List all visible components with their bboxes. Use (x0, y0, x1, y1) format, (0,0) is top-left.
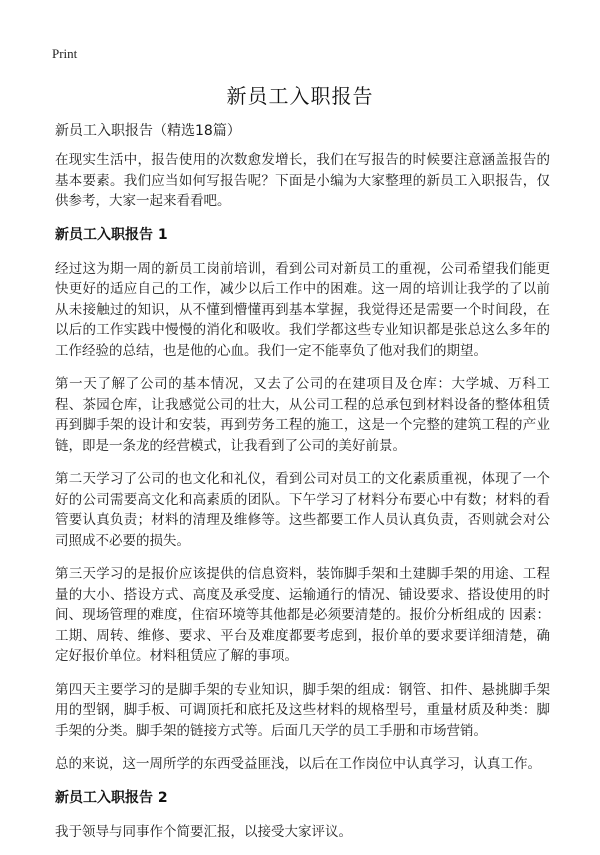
section-1-paragraph: 总的来说，这一周所学的东西受益匪浅，以后在工作岗位中认真学习，认真工作。 (55, 756, 541, 772)
section-1-paragraph: 第四天主要学习的是脚手架的专业知识，脚手架的组成：钢管、扣件、悬挑脚手架用的型钢，脚手板、可调顶托和底托及这些材料的规格型号，重量材质及种类：脚手架的分类。脚手架的链接方式等。后面几天学的员工手册和市场营销。 (55, 681, 550, 739)
section-heading-2: 新员工入职报告 2 (55, 789, 168, 806)
document-subtitle: 新员工入职报告（精选18篇） (55, 123, 241, 139)
print-link[interactable]: Print (52, 46, 78, 61)
section-1-paragraph: 经过这为期一周的新员工岗前培训，看到公司对新员工的重视，公司希望我们能更快更好的适应自己的工作，减少以后工作中的困难。这一周的培训让我学的了以前从未接触过的知识，从不懂到懵懂再到基本掌握，我觉得还是需要一个时间段，在以后的工作实践中慢慢的消化和吸收。我们学都这些专业知识都是张总这么多年的工作经验的总结，也是他的心血。我们一定不能辜负了他对我们的期望。 (55, 260, 550, 359)
page-title: 新员工入职报告 (226, 84, 374, 108)
section-1-paragraph: 第一天了解了公司的基本情况，又去了公司的在建项目及仓库：大学城、万科工程、茶园仓库，让我感觉公司的壮大，从公司工程的总承包到材料设备的整体租赁再到脚手架的设计和安装，再到劳务工程的施工，这是一个完整的建筑工程的产业链，即是一条龙的经营模式，让我看到了公司的美好前景。 (55, 376, 550, 454)
section-1-paragraph: 第三天学习的是报价应该提供的信息资料，装饰脚手架和土建脚手架的用途、工程量的大小、搭设方式、高度及承受度、运输通行的情况、铺设要求、搭设使用的时间、现场管理的难度，住宿环境等其他都是必须要清楚的。报价分析组成的 因素：工期、周转、维修、要求、平台及难度都要考虑到，报价单的要求要详细清楚，确定好报价单位。材料租赁应了解的事项。 (55, 566, 550, 664)
section-1-paragraph: 第二天学习了公司的也文化和礼仪，看到公司对员工的文化素质重视，体现了一个好的公司需要高文化和高素质的团队。下午学习了材料分布要心中有数；材料的看管要认真负责；材料的清理及维修等。这些都要工作人员认真负责，否则就会对公司照成不必要的损失。 (55, 471, 550, 549)
document-body (55, 150, 550, 855)
section-2-paragraph: 我于领导与同事作个简要汇报，以接受大家评议。 (55, 823, 352, 840)
section-heading-1: 新员工入职报告 1 (55, 226, 168, 243)
intro-paragraph: 在现实生活中，报告使用的次数愈发增长，我们在写报告的时候要注意涵盖报告的基本要素。我们应当如何写报告呢？下面是小编为大家整理的新员工入职报告，仅供参考，大家一起来看看吧。 (55, 152, 550, 209)
